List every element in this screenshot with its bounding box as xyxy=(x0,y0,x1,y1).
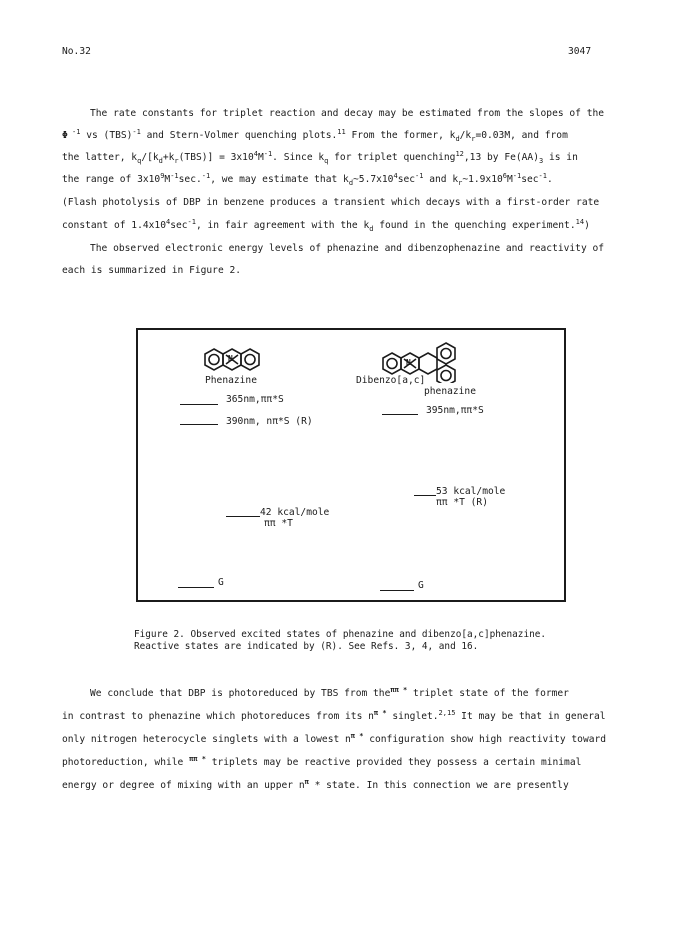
text-run: , in fair agreement with the k xyxy=(195,220,370,231)
text-run: in contrast to phenazine which photoreduces from its n xyxy=(62,711,374,722)
text-run: singlet. xyxy=(386,711,439,722)
phenazine-t1-label: ππ *T xyxy=(264,518,293,529)
text-run: It may be that in general xyxy=(455,711,606,722)
text-run: =0.03M, and from xyxy=(475,130,568,141)
reference: 12 xyxy=(455,149,464,158)
text-run: (TBS)] = 3x10 xyxy=(178,152,254,163)
text-run: for triplet quenching xyxy=(328,152,456,163)
text-run: -1 xyxy=(67,127,81,136)
figure-frame xyxy=(136,328,566,602)
text-run: * state. In this connection we are presently xyxy=(308,780,569,791)
paragraph-line xyxy=(62,217,590,233)
text-run: q xyxy=(324,156,329,165)
text-run: ππ * xyxy=(390,685,408,694)
text-run: is in xyxy=(543,152,578,163)
text-run: The observed electronic energy levels of phenazine and dibenzophenazine and reactivity of xyxy=(90,243,605,254)
text-run: M xyxy=(164,174,171,185)
text-run: sec xyxy=(397,174,416,185)
text-run: sec. xyxy=(178,174,202,185)
text-run: each is summarized in Figure 2. xyxy=(62,265,242,276)
phenazine-t1-energy-label: 42 kcal/mole xyxy=(260,507,330,518)
figure-caption: Figure 2. Observed excited states of phenazine and dibenzo[a,c]phenazine. xyxy=(134,629,547,640)
paragraph-line xyxy=(62,777,569,791)
dbp-n-label: N xyxy=(406,358,411,367)
dbp-t1-label: ππ *T (R) xyxy=(436,497,488,508)
page-number: 3047 xyxy=(568,46,592,57)
text-run: found in the quenching experiment. xyxy=(373,220,576,231)
energy-level-line xyxy=(226,516,260,517)
paragraph-line xyxy=(62,197,599,208)
energy-level-line xyxy=(180,424,218,425)
text-run: π * xyxy=(373,708,387,717)
text-run: The rate constants for triplet reaction and decay may be estimated from the slopes of the xyxy=(90,108,605,119)
text-run: +k xyxy=(162,152,175,163)
text-run: M xyxy=(257,152,264,163)
paragraph-line xyxy=(62,731,607,745)
phenazine-label: Phenazine xyxy=(205,375,257,386)
text-run: r xyxy=(471,134,476,143)
dbp-label-2: phenazine xyxy=(424,386,476,397)
text-run: 4 xyxy=(393,171,398,180)
text-run: and Stern-Volmer quenching plots. xyxy=(140,130,338,141)
text-run: . Since k xyxy=(272,152,325,163)
text-run: energy or degree of mixing with an upper n xyxy=(62,780,305,791)
energy-level-line xyxy=(180,404,218,405)
phenazine-n-label: N xyxy=(228,354,233,363)
text-run: d xyxy=(369,224,374,233)
text-run: vs (TBS) xyxy=(80,130,133,141)
paragraph-line xyxy=(90,108,604,119)
text-run: sec xyxy=(170,220,188,231)
text-run: ,13 by Fe(AA) xyxy=(463,152,539,163)
text-run: the range of 3x10 xyxy=(62,174,161,185)
paragraph-line xyxy=(90,685,569,699)
text-run: M xyxy=(506,174,513,185)
text-run: q xyxy=(137,156,142,165)
text-run: -1 xyxy=(132,127,141,136)
text-run: /k xyxy=(459,130,472,141)
text-run: From the former, k xyxy=(345,130,456,141)
text-run: and k xyxy=(423,174,459,185)
text-run: 6 xyxy=(502,171,507,180)
reference: 2,15 xyxy=(438,708,456,717)
text-run: -1 xyxy=(512,171,522,180)
figure-caption: Reactive states are indicated by (R). See Refs. 3, 4, and 16. xyxy=(134,641,479,652)
text-run: d xyxy=(158,156,163,165)
text-run: -1 xyxy=(415,171,424,180)
text-run: configuration show high reactivity toward xyxy=(363,734,607,745)
text-run: -1 xyxy=(263,149,273,158)
dbp-t1-energy-label: 53 kcal/mole xyxy=(436,486,506,497)
text-run: -1 xyxy=(170,171,179,180)
text-run: r xyxy=(174,156,179,165)
text-run: π xyxy=(304,777,309,786)
energy-level-line xyxy=(382,414,418,415)
phenazine-s1-pipi-label: 365nm,ππ*S xyxy=(226,394,284,405)
text-run: ππ * xyxy=(189,754,206,763)
text-run: triplets may be reactive provided they possess a certain minimal xyxy=(205,757,582,768)
paragraph-line xyxy=(62,127,568,143)
energy-level-line xyxy=(414,495,436,496)
text-run: -1 xyxy=(538,171,547,180)
text-run: -1 xyxy=(201,171,211,180)
phenazine-ground-label: G xyxy=(218,577,224,588)
ground-state-line xyxy=(178,587,214,588)
dbp-label: Dibenzo[a,c] xyxy=(356,375,426,386)
paragraph-line xyxy=(62,149,578,165)
text-run: the latter, k xyxy=(62,152,138,163)
text-run: sec xyxy=(521,174,539,185)
text-run: ~5.7x10 xyxy=(353,174,394,185)
journal-issue: No.32 xyxy=(62,46,91,57)
text-run: d xyxy=(348,178,354,187)
text-run: constant of 1.4x10 xyxy=(62,220,166,231)
text-run: 4 xyxy=(165,217,171,226)
text-run: . xyxy=(546,174,553,185)
text-run: π * xyxy=(350,731,364,740)
reference: 14 xyxy=(575,217,585,226)
text-run: ) xyxy=(584,220,590,231)
reference: 11 xyxy=(337,127,346,136)
paragraph-line xyxy=(90,243,604,254)
text-run: photoreduction, while xyxy=(62,757,190,768)
phenazine-s1-npi-label: 390nm, nπ*S (R) xyxy=(226,416,313,427)
dbp-ground-label: G xyxy=(418,580,424,591)
text-run: only nitrogen heterocycle singlets with a lowest n xyxy=(62,734,351,745)
text-run: -1 xyxy=(187,217,196,226)
ground-state-line xyxy=(380,590,414,591)
paragraph-line xyxy=(62,754,582,768)
dbp-s1-label: 395nm,ππ*S xyxy=(426,405,484,416)
paragraph-line xyxy=(62,708,606,722)
text-run: 3 xyxy=(538,156,544,165)
text-run: ~1.9x10 xyxy=(462,174,503,185)
phi-symbol: Φ xyxy=(62,130,68,141)
phenazine-structure-icon xyxy=(204,347,264,373)
text-run: , we may estimate that k xyxy=(210,174,349,185)
text-run: We conclude that DBP is photoreduced by TBS from the xyxy=(90,688,391,699)
text-run: 4 xyxy=(253,149,258,158)
text-run: (Flash photolysis of DBP in benzene produces a transient which decays with a first-order rate xyxy=(62,197,600,208)
text-run: r xyxy=(458,178,463,187)
text-run: 9 xyxy=(160,171,165,180)
text-run: d xyxy=(455,134,460,143)
text-run: triplet state of the former xyxy=(407,688,569,699)
text-run: /[k xyxy=(141,152,159,163)
paragraph-line xyxy=(62,171,553,187)
paragraph-line xyxy=(62,265,241,276)
